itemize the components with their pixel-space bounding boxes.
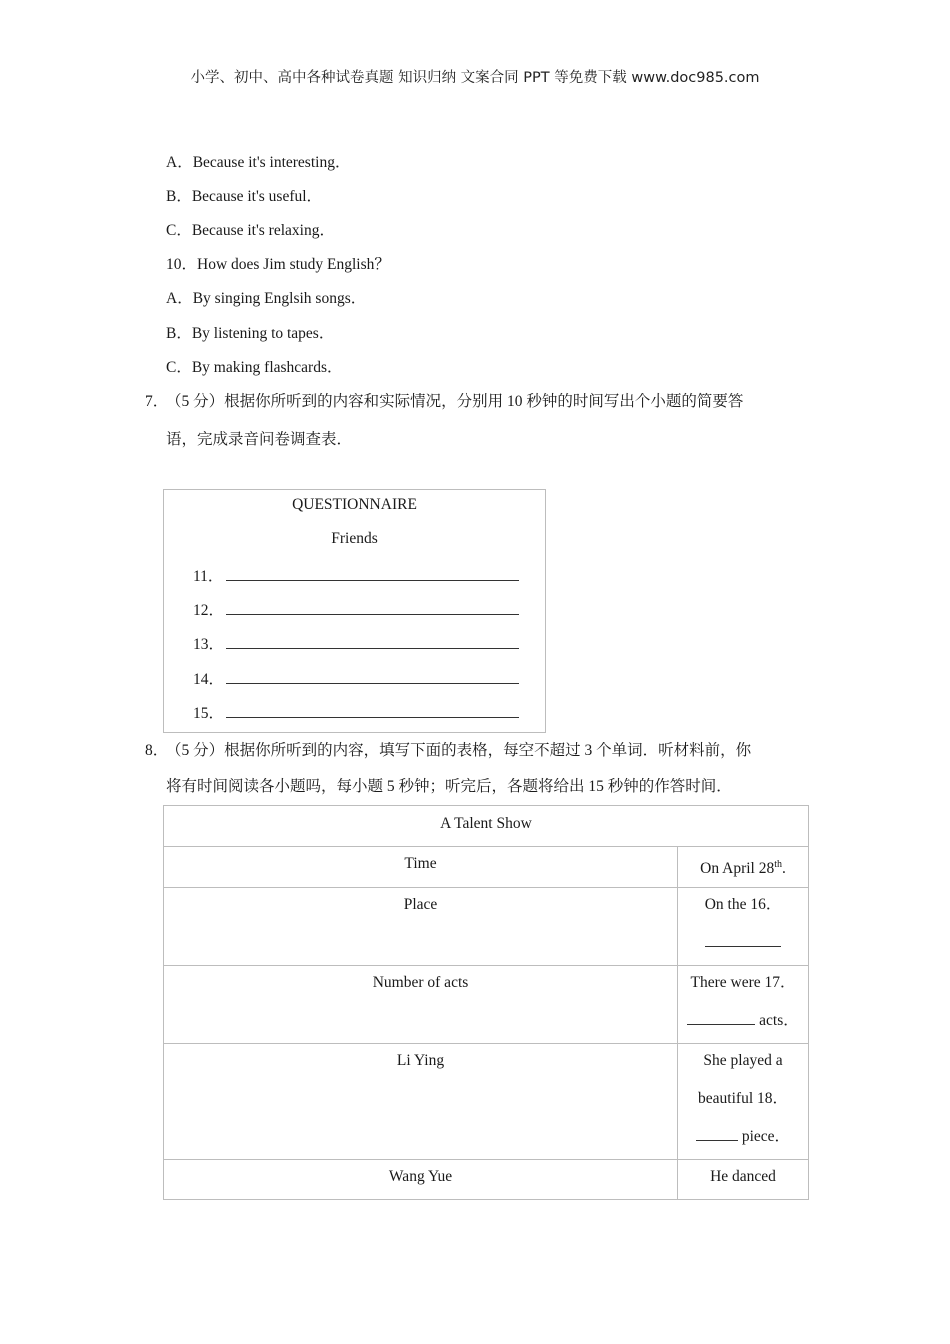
time-value-period: . (782, 860, 786, 878)
row-label-cell (164, 847, 678, 888)
section-8-instruction-line1: （5 分）根据你所听到的内容，填写下面的表格，每空不超过 3 个单词．听材料前，你 (166, 742, 752, 759)
li-ying-value-line2: beautiful 18． (698, 1090, 788, 1107)
row-value-cell (678, 888, 809, 966)
table-row (164, 847, 809, 888)
table-header-row (164, 806, 809, 847)
questionnaire-box (163, 489, 546, 733)
questionnaire-item-label: 15． (193, 705, 225, 722)
acts-value-line2 (678, 1005, 808, 1043)
questionnaire-item-label: 11． (193, 568, 224, 585)
time-value-text: On April 28 (700, 860, 775, 878)
option-q10-b: B．By listening to tapes． (166, 325, 335, 342)
table-row (164, 888, 809, 966)
acts-value-suffix: acts． (755, 1012, 799, 1029)
questionnaire-item-label: 13． (193, 636, 225, 653)
li-ying-value-line3 (678, 1121, 808, 1159)
answer-blank-18[interactable] (696, 1126, 738, 1141)
place-value-line2 (678, 927, 808, 965)
row-label-wang-yue: Wang Yue (388, 1168, 453, 1185)
table-row (164, 1160, 809, 1200)
wang-yue-value: He danced (710, 1168, 776, 1185)
option-q9-b: B．Because it's useful． (166, 188, 323, 205)
talent-show-table (163, 805, 809, 1200)
row-value-cell (678, 1044, 809, 1160)
row-label-cell (164, 966, 678, 1044)
option-q9-c: C．Because it's relaxing． (166, 222, 335, 239)
section-7-instruction-line1: （5 分）根据你所听到的内容和实际情况，分别用 10 秒钟的时间写出个小题的简要答 (166, 393, 744, 410)
row-value-cell (678, 847, 809, 888)
place-value-line1: On the 16． (704, 896, 782, 913)
li-ying-value-suffix: piece． (737, 1128, 791, 1145)
questionnaire-item-label: 14． (193, 671, 225, 688)
answer-blank-13[interactable] (226, 648, 519, 649)
answer-blank-12[interactable] (226, 614, 519, 615)
row-label-cell (164, 1044, 678, 1160)
acts-value-line1: There were 17． (690, 974, 796, 991)
li-ying-value-line1: She played a (703, 1052, 783, 1069)
answer-blank-11[interactable] (226, 580, 519, 581)
row-label-cell (164, 1160, 678, 1200)
row-label-time: Time (404, 855, 437, 872)
time-value (678, 849, 808, 887)
row-label-place: Place (403, 896, 438, 913)
table-title-cell (164, 806, 809, 847)
row-value-cell (678, 966, 809, 1044)
questionnaire-title: QUESTIONNAIRE (292, 496, 417, 513)
questionnaire-item-label: 12． (193, 602, 225, 619)
answer-blank-14[interactable] (226, 683, 519, 684)
option-q10-a: A．By singing Englsih songs． (166, 290, 367, 307)
section-8-number: 8． (145, 742, 169, 759)
time-value-suffix: th (774, 859, 782, 870)
section-7-instruction-line2: 语，完成录音问卷调查表． (166, 431, 353, 448)
row-value-cell (678, 1160, 809, 1200)
table-row (164, 1044, 809, 1160)
questionnaire-subtitle: Friends (331, 530, 378, 547)
section-7-number: 7． (145, 393, 169, 410)
row-label-acts: Number of acts (372, 974, 469, 991)
row-label-cell (164, 888, 678, 966)
page-header: 小学、初中、高中各种试卷真题 知识归纳 文案合同 PPT 等免费下载 www.doc985.com (190, 70, 760, 86)
option-q9-a: A．Because it's interesting． (166, 154, 351, 171)
section-8-instruction-line2: 将有时间阅读各小题吗，每小题 5 秒钟；听完后，各题将给出 15 秒钟的作答时间． (166, 778, 732, 795)
row-label-li-ying: Li Ying (396, 1052, 445, 1069)
option-q10-c: C．By making flashcards． (166, 359, 343, 376)
question-10: 10．How does Jim study English？ (166, 256, 390, 273)
table-title: A Talent Show (440, 815, 532, 832)
table-row (164, 966, 809, 1044)
answer-blank-17[interactable] (687, 1010, 755, 1025)
answer-blank-16[interactable] (705, 932, 781, 947)
answer-blank-15[interactable] (226, 717, 519, 718)
